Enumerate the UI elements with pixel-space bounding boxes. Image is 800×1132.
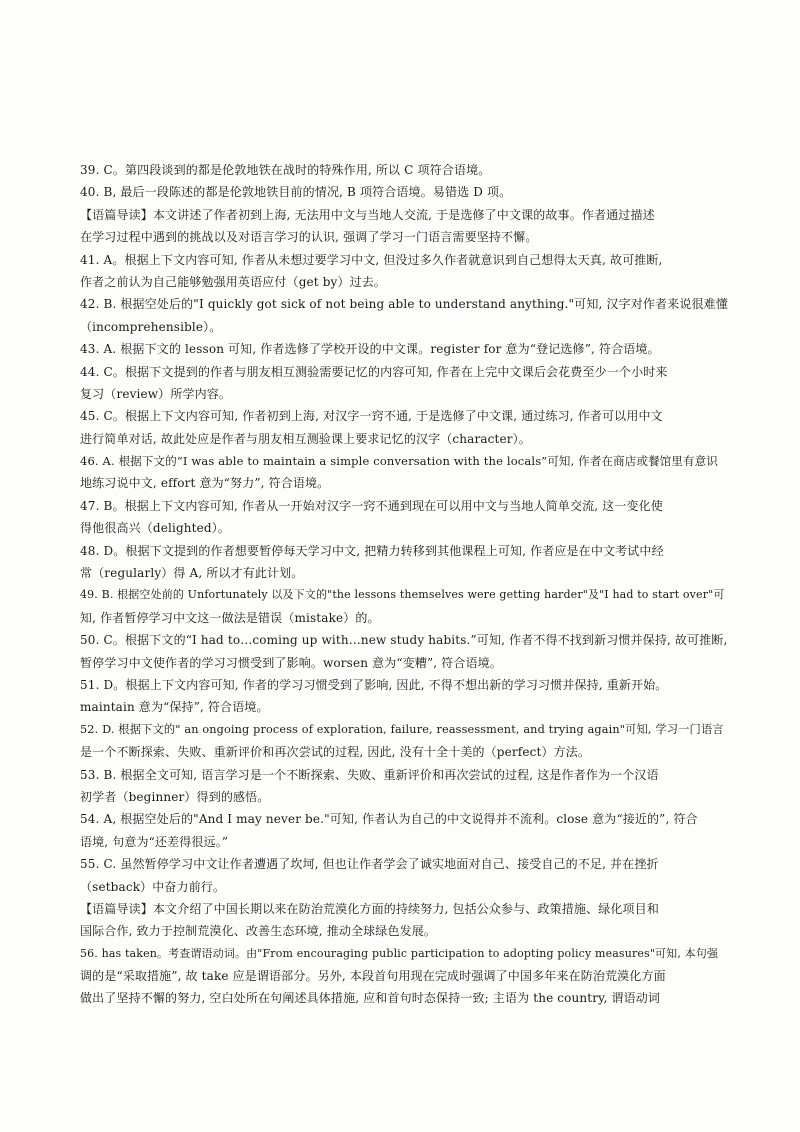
text-line: 【语篇导读】本文讲述了作者初到上海, 无法用中文与当地人交流, 于是选修了中文课的故事。作者通过描述 [80, 207, 655, 222]
text-line: 暂停学习中文使作者的学习习惯受到了影响。worsen 意为“变糟”, 符合语境。 [80, 655, 502, 670]
text-line: 是一个不断探索、失败、重新评价和再次尝试的过程, 因此, 没有十全十美的（perfect）方法。 [80, 745, 591, 760]
text-line: 51. D。根据上下文内容可知, 作者的学习习惯受到了影响, 因此, 不得不想出新的学习习惯并保持, 重新开始。 [80, 677, 668, 692]
text-line: 46. A. 根据下文的“I was able to maintain a simple conversation with the locals”可知, 作者在商店或餐馆里有意识 [80, 454, 718, 469]
text-line: 55. C. 虽然暂停学习中文让作者遭遇了坎坷, 但也让作者学会了诚实地面对自己、接受自己的不足, 并在挫折 [80, 857, 659, 872]
text-line: 41. A。根据上下文内容可知, 作者从未想过要学习中文, 但没过多久作者就意识到自己想得太天真, 故可推断, [80, 252, 663, 267]
text-line [80, 1010, 728, 1032]
answer-explanations [80, 159, 728, 1032]
text-line: 做出了坚持不懈的努力, 空白处所在句阐述具体措施, 应和首句时态保持一致; 主语为 the country, 谓语动词 [80, 991, 661, 1006]
text-line: 进行简单对话, 故此处应是作者与朋友相互测验课上要求记忆的汉字（character）。 [80, 431, 531, 446]
text-line: 国际合作, 致力于控制荒漠化、改善生态环境, 推动全球绿色发展。 [80, 924, 437, 939]
text-line: 43. A. 根据下文的 lesson 可知, 作者选修了学校开设的中文课。register for 意为“登记选修”, 符合语境。 [80, 342, 660, 357]
text-line: 48. D。根据下文提到的作者想要暂停每天学习中文, 把精力转移到其他课程上可知, 作者应是在中文考试中经 [80, 543, 664, 558]
text-line: 语境, 句意为“还差得很远。” [80, 834, 229, 849]
text-line: 在学习过程中遇到的挑战以及对语言学习的认识, 强调了学习一门语言需要坚持不懈。 [80, 230, 538, 245]
text-line: 54. A, 根据空处后的"And I may never be."可知, 作者认为自己的中文说得并不流利。close 意为“接近的”, 符合 [80, 812, 698, 827]
text-line: 作者之前认为自己能够勉强用英语应付（get by）过去。 [80, 274, 387, 289]
text-line: 50. C。根据下文的“I had to…coming up with…new study habits.”可知, 作者不得不找到新习惯并保持, 故可推断, [80, 633, 728, 648]
text-line: 56. has taken。考查谓语动词。由"From encouraging public participation to adopting policy measures"可知, 本句强 [80, 946, 719, 960]
text-line: 得他很高兴（delighted）。 [80, 521, 231, 536]
text-line: 42. B. 根据空处后的"I quickly got sick of not being able to understand anything."可知, 汉字对作者来说很难懂 [80, 297, 728, 312]
text-line: 40. B, 最后一段陈述的都是伦敦地铁目前的情况, B 项符合语境。易错选 D 项。 [80, 185, 512, 200]
text-line: 调的是“采取措施”, 故 take 应是谓语部分。另外, 本段首句用现在完成时强调了中国多年来在防治荒漠化方面 [80, 969, 666, 984]
text-line: 初学者（beginner）得到的感悟。 [80, 789, 270, 804]
text-line: maintain 意为“保持”, 符合语境。 [80, 700, 269, 715]
text-line: 39. C。第四段谈到的都是伦敦地铁在战时的特殊作用, 所以 C 项符合语境。 [80, 163, 491, 177]
text-line: 49. B. 根据空处前的 Unfortunately 以及下文的"the lessons themselves were getting harder"及"I had to start over"可 [80, 588, 725, 602]
text-line: 47. B。根据上下文内容可知, 作者从一开始对汉字一窍不通到现在可以用中文与当地人简单交流, 这一变化使 [80, 498, 663, 513]
text-line: 常（regularly）得 A, 所以才有此计划。 [80, 566, 304, 581]
text-line: 52. D. 根据下文的" an ongoing process of exploration, failure, reassessment, and trying again"可知, 学习一门语言 [80, 722, 724, 736]
text-line: 地练习说中文, effort 意为“努力”, 符合语境。 [80, 476, 330, 491]
text-line: （setback）中奋力前行。 [80, 879, 226, 894]
text-line: 44. C。根据下文提到的作者与朋友相互测验需要记忆的内容可知, 作者在上完中文课后会花费至少一个小时来 [80, 364, 668, 379]
text-line: （incomprehensible）。 [80, 319, 222, 334]
text-line: 【语篇导读】本文介绍了中国长期以来在防治荒漠化方面的持续努力, 包括公众参与、政策措施、绿化项目和 [80, 901, 659, 916]
text-line: 知, 作者暂停学习中文这一做法是错误（mistake）的。 [80, 610, 380, 625]
text-line: 45. C。根据上下文内容可知, 作者初到上海, 对汉字一窍不通, 于是选修了中文课, 通过练习, 作者可以用中文 [80, 409, 663, 424]
text-line: 复习（review）所学内容。 [80, 386, 232, 401]
text-line: 53. B. 根据全文可知, 语言学习是一个不断探索、失败、重新评价和再次尝试的过程, 这是作者作为一个汉语 [80, 767, 659, 782]
